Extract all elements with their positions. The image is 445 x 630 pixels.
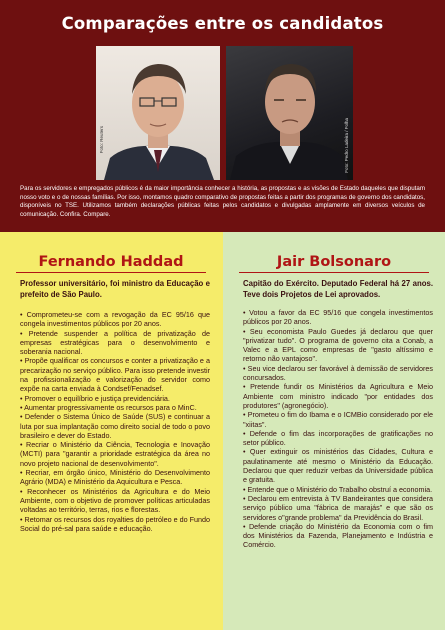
haddad-photo-credit: Foto: Reuters xyxy=(99,126,104,154)
bolsonaro-subtitle: Capitão do Exército. Deputado Federal há 27 anos. Teve dois Projetos de Lei aprovados. xyxy=(243,279,433,299)
proposal-item: • Promover o equilíbrio e justiça previdenciária. xyxy=(20,393,170,403)
proposal-item: • Declarou em entrevista à TV Bandeirantes que considera serviço público uma "fábrica de marajás" e que são os servidores o"grande problema" da Previdência do Brasil. xyxy=(243,493,433,522)
proposal-item: • Defende o fim das incorporações de gratificações no setor público. xyxy=(243,428,433,448)
haddad-photo xyxy=(96,46,220,180)
proposal-item: • Pretende fundir os Ministérios da Agricultura e Meio Ambiente com ministro indicado "por entidades dos produtores" (agronegócio). xyxy=(243,382,433,410)
bolsonaro-photo-credit: Foto: Pedro Ladeira / Folha xyxy=(344,118,349,173)
haddad-subtitle: Professor universitário, foi ministro da Educação e prefeito de São Paulo. xyxy=(20,279,210,299)
proposal-item: • Defender o Sistema Único de Saúde (SUS) e continuar a luta por sua implantação como direito social de todo o povo brasileiro e dever do Estado. xyxy=(20,412,210,440)
proposal-item: • Defende criação do Ministério da Economia com o fim dos Ministérios da Fazenda, Planejamento e Indústria e Comércio. xyxy=(243,521,433,550)
proposal-item: • Propõe qualificar os concursos e conter a privatização e a precarização no serviço público. Para isso pretende investir na profissionalização e valorização do servidor como expõe na carta enviada à Condsef/Fenadsef. xyxy=(20,356,210,394)
proposal-item: • Retomar os recursos dos royalties do petróleo e do Fundo Social do pré-sal para saúde e educação. xyxy=(20,514,210,533)
proposal-item: • Comprometeu-se com a revogação da EC 95/16 que congela investimentos públicos por 20 anos. xyxy=(20,310,210,329)
haddad-divider xyxy=(16,272,206,273)
bolsonaro-proposals xyxy=(243,308,433,550)
proposal-item: • Pretende suspender a política de privatização de empresas estratégicas para o desenvolvimento e soberania nacional. xyxy=(20,328,210,357)
bolsonaro-divider xyxy=(239,272,429,273)
proposal-item: • Votou a favor da EC 95/16 que congela investimentos públicos por 20 anos. xyxy=(243,308,433,327)
proposal-item: • Reconhecer os Ministérios da Agricultura e do Meio Ambiente, com o objetivo de promover políticas articuladas voltadas ao território, terras, rios e florestas. xyxy=(20,486,210,515)
proposal-item: • Seu vice declarou ser favorável à demissão de servidores concursados. xyxy=(243,363,433,383)
proposal-item: • Aumentar progressivamente os recursos para o MinC. xyxy=(20,402,197,412)
bolsonaro-name: Jair Bolsonaro xyxy=(276,254,392,270)
haddad-proposals xyxy=(20,310,210,533)
bolsonaro-photo xyxy=(226,46,353,180)
page-title: Comparações entre os candidatos xyxy=(61,14,384,33)
proposal-item: • Prometeu o fim do Ibama e o ICMBio considerado por ele "xiitas". xyxy=(243,410,433,429)
proposal-item: • Recriar o Ministério da Ciência, Tecnologia e Inovação (MCTI) para "garantir a prioridade estratégica da área no novo projeto nacional de desenvolvimento". xyxy=(20,440,210,468)
proposal-item: • Seu economista Paulo Guedes já declarou que quer "privatizar tudo". O programa de governo cita a Conab, a Valec e a EPL como empresas de "gasto altíssimo e retorno não vantajoso". xyxy=(243,326,433,364)
intro-paragraph: Para os servidores e empregados públicos é da maior importância conhecer a história, as propostas e as visões de Estado daqueles que disputam nosso voto e o de nossas famílias. Por isso, montamos quadro comparativo de propostas feitas a partir dos programas de governo dos candidatos, disponíveis no TSE. Utilizamos também declarações públicas feitas pelos candidatos e divulgadas amplamente em diversos veículos de comunicação. Confira. Compare. xyxy=(20,185,425,218)
haddad-name: Fernando Haddad xyxy=(38,254,184,270)
proposal-item: • Entende que o Ministério do Trabalho obstruí a economia. xyxy=(243,484,433,494)
proposal-item: • Recriar, em órgão único, Ministério do Desenvolvimento Agrário (MDA) e Ministério da Aquicultura e Pesca. xyxy=(20,468,210,487)
proposal-item: • Quer extinguir os ministérios das Cidades, Cultura e paulatinamente até mesmo o Ministério da Educação. Declarou que quer reduzir verbas da Universidade pública e gratuita. xyxy=(243,447,433,485)
